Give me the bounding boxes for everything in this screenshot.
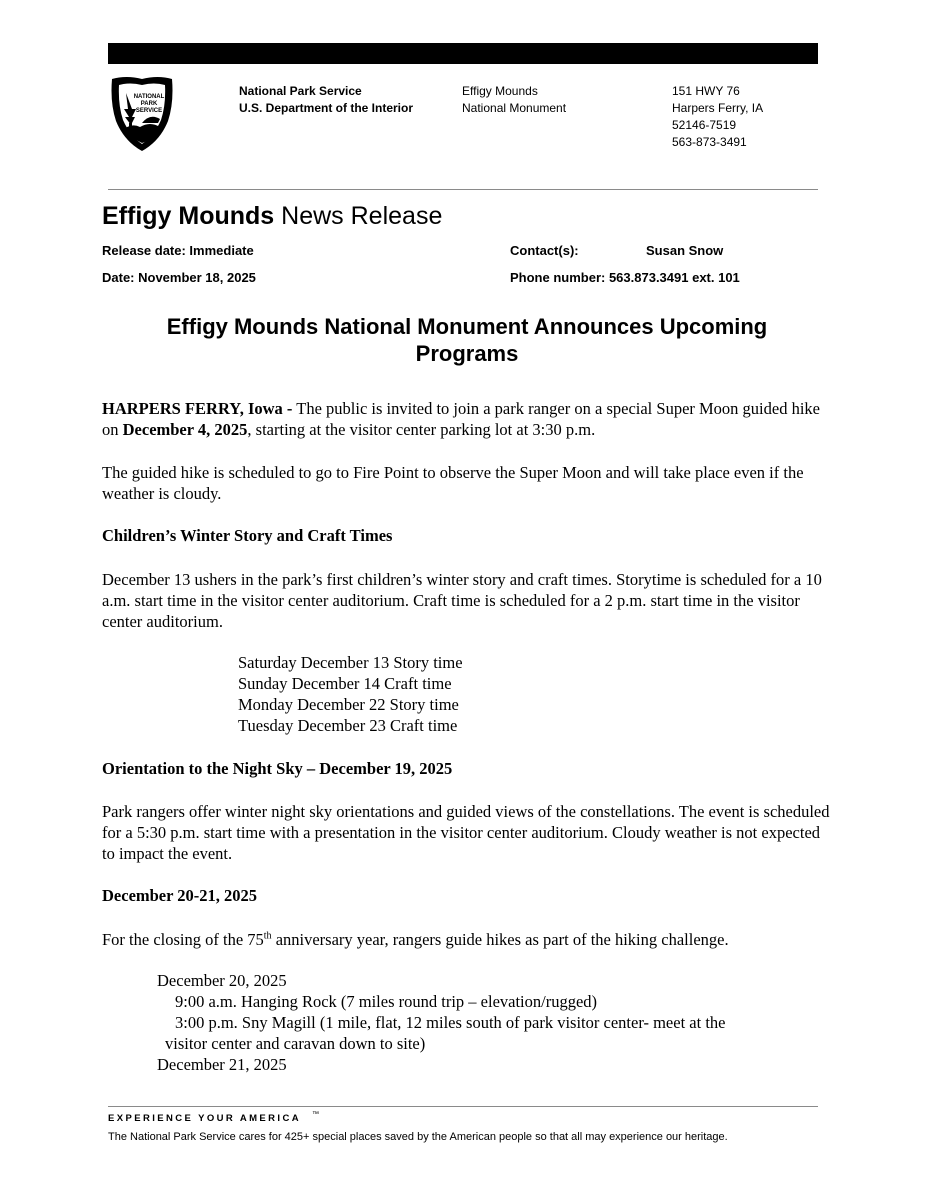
- header-divider: [108, 189, 818, 190]
- hikes-body-b: anniversary year, rangers guide hikes as part of the hiking challenge.: [271, 930, 729, 949]
- hike-day-1: December 20, 2025: [157, 971, 287, 990]
- section-heading-hikes: December 20-21, 2025: [102, 886, 258, 905]
- nps-arrowhead-logo: [106, 73, 178, 153]
- header-park-block: [462, 83, 566, 117]
- section-body-story-craft: December 13 ushers in the park’s first children’s winter story and craft times. Storytime is scheduled for a 10 a.m. start time in the visitor center auditorium. Craft time is scheduled for a 2 p.m. start time in the visitor center auditorium.: [102, 570, 822, 631]
- schedule-item: Monday December 22 Story time: [238, 695, 459, 714]
- footer-trademark: ™: [312, 1111, 319, 1118]
- schedule-item: Tuesday December 23 Craft time: [238, 716, 458, 735]
- header-address-line2: Harpers Ferry, IA: [672, 101, 764, 115]
- header-address-block: [672, 83, 763, 151]
- header-agency: National Park Service: [239, 84, 362, 98]
- hike-day-2: December 21, 2025: [157, 1055, 287, 1074]
- headline: [102, 313, 832, 367]
- header-address-line4: 563-873-3491: [672, 135, 747, 149]
- headline-line2: Programs: [415, 341, 519, 366]
- header-park-line2: National Monument: [462, 101, 567, 115]
- dateline: HARPERS FERRY, Iowa -: [102, 399, 293, 418]
- header-address-line3: 52146-7519: [672, 118, 737, 132]
- logo-text-service: SERVICE: [135, 108, 163, 114]
- logo-text-national: NATIONAL: [133, 94, 165, 100]
- hikes-schedule: [157, 970, 837, 1075]
- headline-line1: Effigy Mounds National Monument Announces Upcoming: [166, 314, 768, 339]
- schedule-item: Saturday December 13 Story time: [238, 653, 463, 672]
- section-body-hikes: [102, 929, 832, 950]
- release-date: Release date: Immediate: [102, 243, 254, 258]
- hikes-body-sup: th: [263, 930, 272, 942]
- news-release-title: [102, 202, 442, 231]
- footer-text: The National Park Service cares for 425+ special places saved by the American people so that all may experience our heritage.: [108, 1131, 728, 1143]
- section-heading-night-sky: Orientation to the Night Sky – December 19, 2025: [102, 759, 453, 778]
- contacts-label: Contact(s):: [510, 243, 579, 258]
- intro-text-a: The public is invited to join a park ranger on a special Super Moon guided hike on: [102, 399, 820, 439]
- logo-text-park: PARK: [140, 101, 158, 107]
- contact-phone: Phone number: 563.873.3491 ext. 101: [510, 270, 740, 285]
- footer-divider: [108, 1106, 818, 1107]
- footer-tagline: EXPERIENCE YOUR AMERICA: [108, 1113, 301, 1124]
- intro-text-b: , starting at the visitor center parking lot at 3:30 p.m.: [247, 420, 596, 439]
- header-park-line1: Effigy Mounds: [462, 84, 538, 98]
- contacts-name: Susan Snow: [646, 243, 724, 258]
- intro-paragraph: [102, 398, 832, 440]
- intro-date: December 4, 2025: [122, 420, 248, 439]
- hike-item-sny-magill: 3:00 p.m. Sny Magill (1 mile, flat, 12 miles south of park visitor center- meet at the: [175, 1013, 726, 1032]
- header-department: U.S. Department of the Interior: [239, 101, 414, 115]
- header-agency-block: [239, 83, 413, 117]
- release-issue-date: Date: November 18, 2025: [102, 270, 256, 285]
- news-release-title-bold: Effigy Mounds: [102, 202, 275, 230]
- header-bar: [108, 43, 818, 64]
- paragraph-2: The guided hike is scheduled to go to Fire Point to observe the Super Moon and will take place even if the weather is cloudy.: [102, 463, 804, 503]
- hike-item-sny-magill-cont: visitor center and caravan down to site): [165, 1034, 426, 1053]
- story-craft-schedule: [238, 652, 463, 736]
- schedule-item: Sunday December 14 Craft time: [238, 674, 452, 693]
- header-address-line1: 151 HWY 76: [672, 84, 740, 98]
- section-body-night-sky: Park rangers offer winter night sky orientations and guided views of the constellations. The event is scheduled for a 5:30 p.m. start time with a presentation in the visitor center auditorium. Cloudy weather is not expected to impact the event.: [102, 802, 830, 863]
- section-heading-story-craft: Children’s Winter Story and Craft Times: [102, 526, 393, 545]
- news-release-title-rest: News Release: [274, 202, 443, 230]
- hike-item-hanging-rock: 9:00 a.m. Hanging Rock (7 miles round trip – elevation/rugged): [175, 992, 598, 1011]
- hikes-body-a: For the closing of the 75: [102, 930, 264, 949]
